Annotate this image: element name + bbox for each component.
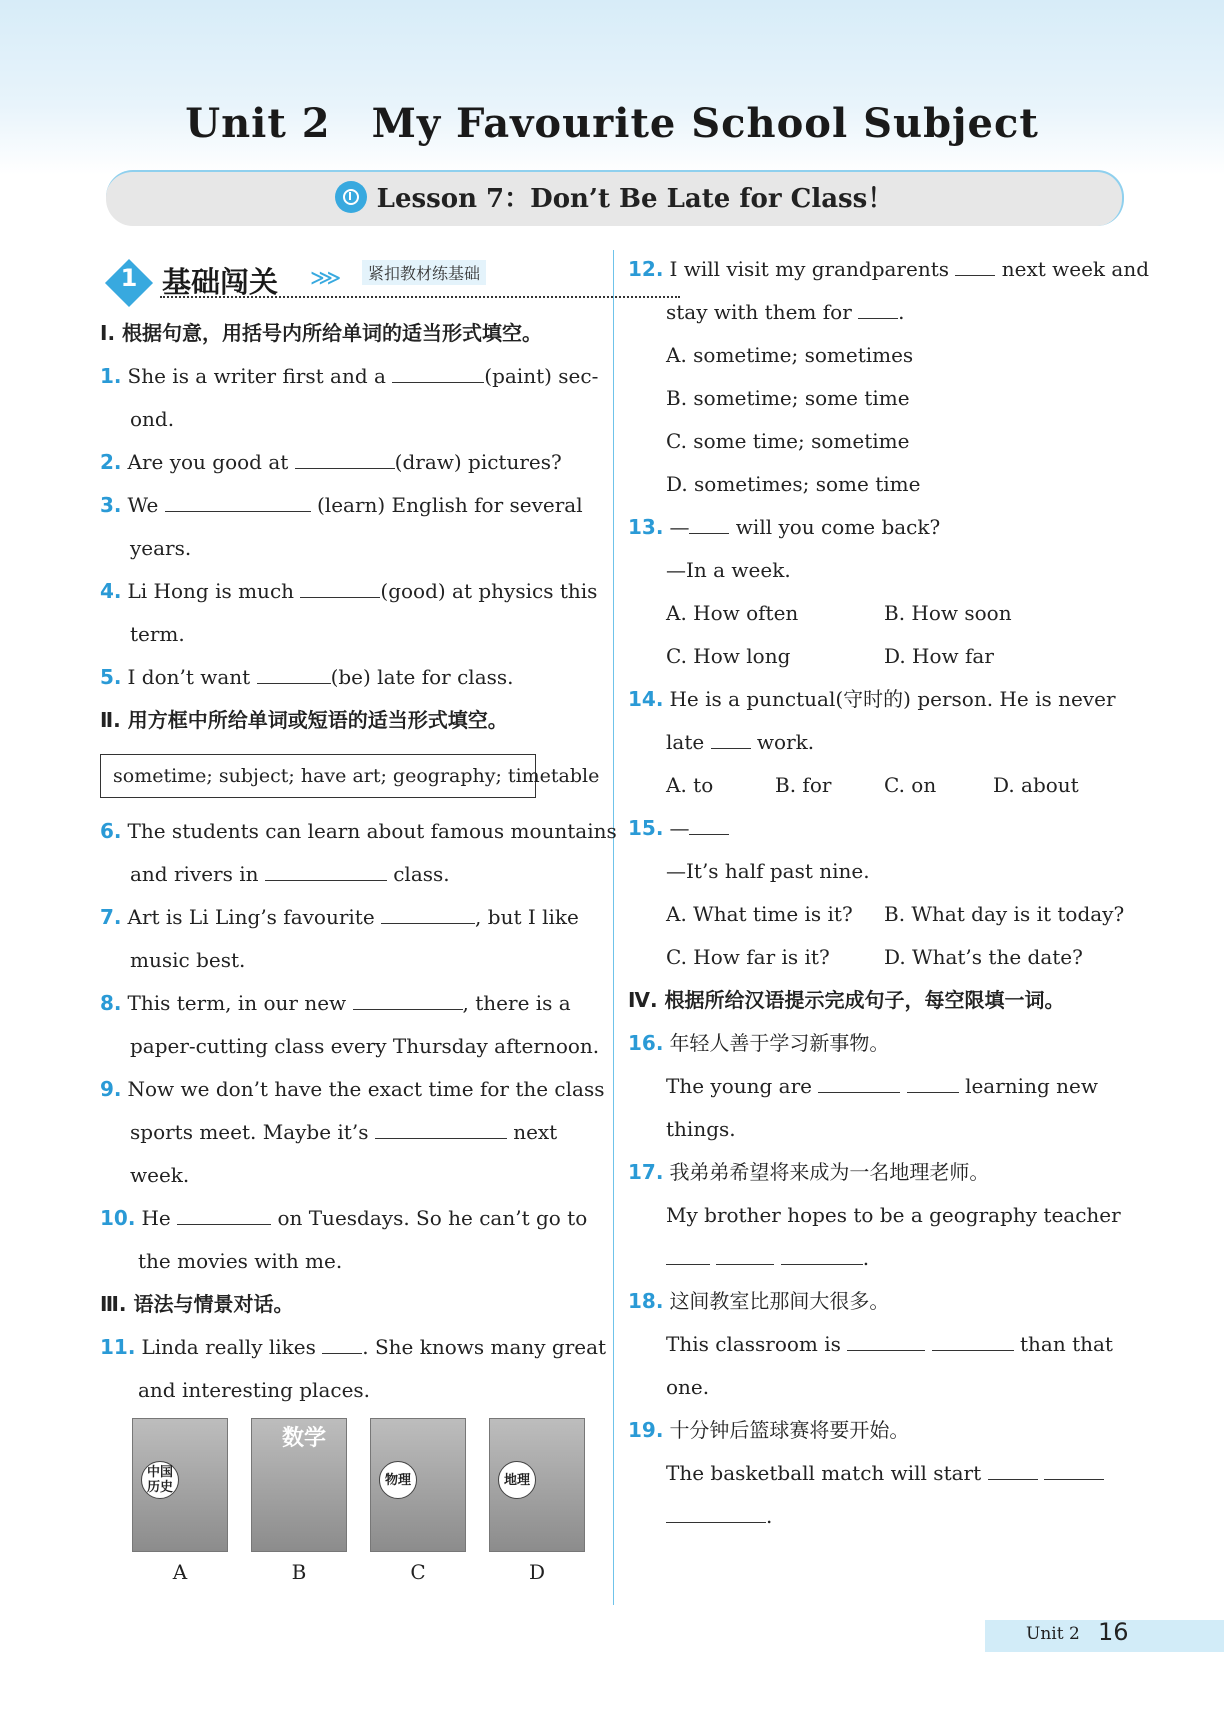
book-cover: 中国历史 <box>132 1418 228 1552</box>
book-option-d[interactable]: 地理 D <box>489 1418 585 1592</box>
option[interactable]: A. to <box>666 773 714 797</box>
section-tag: 紧扣教材练基础 <box>362 260 486 285</box>
column-divider <box>613 250 614 1605</box>
question-7: 7. Art is Li Ling’s favourite , but I like <box>100 896 600 939</box>
option[interactable]: A. What time is it? <box>666 902 853 926</box>
question-10: 10. He on Tuesdays. So he can’t go to <box>100 1197 600 1240</box>
book-cover: 物理 <box>370 1418 466 1552</box>
option[interactable]: A. How often <box>666 601 799 625</box>
option[interactable]: D. What’s the date? <box>884 945 1083 969</box>
option[interactable]: B. What day is it today? <box>884 902 1125 926</box>
option[interactable]: B. sometime; some time <box>666 386 910 410</box>
answer-blank[interactable] <box>381 901 475 924</box>
option[interactable]: C. How long <box>666 644 791 668</box>
answer-blank[interactable] <box>858 296 898 319</box>
question-12: 12. I will visit my grandparents next week and <box>628 248 1130 291</box>
question-16: 16. 年轻人善于学习新事物。 <box>628 1031 890 1055</box>
answer-blank[interactable] <box>666 1500 766 1523</box>
lesson-title: Lesson 7：Don’t Be Late for Class！ <box>376 184 894 214</box>
book-cover: 数学 <box>251 1418 347 1552</box>
answer-blank[interactable] <box>932 1328 1014 1351</box>
lesson-banner <box>106 170 1124 226</box>
option[interactable]: D. about <box>993 773 1079 797</box>
answer-blank[interactable] <box>666 1242 710 1265</box>
answer-blank[interactable] <box>711 726 751 749</box>
book-cover: 地理 <box>489 1418 585 1552</box>
page-title: Unit 2 My Favourite School Subject <box>185 100 1039 147</box>
question-19: 19. 十分钟后篮球赛将要开始。 <box>628 1418 910 1442</box>
question-13: 13. — will you come back? <box>628 506 1130 549</box>
page-number: 16 <box>1098 1618 1129 1646</box>
answer-blank[interactable] <box>165 489 311 512</box>
answer-blank[interactable] <box>300 575 380 598</box>
question-9: 9. Now we don’t have the exact time for the class <box>100 1077 605 1101</box>
option[interactable]: C. on <box>884 773 937 797</box>
answer-blank[interactable] <box>988 1457 1038 1480</box>
arrows-icon: ⋙ <box>310 266 340 291</box>
answer-blank[interactable] <box>689 812 729 835</box>
answer-blank[interactable] <box>353 987 463 1010</box>
option[interactable]: C. How far is it? <box>666 945 830 969</box>
part2-heading: Ⅱ. 用方框中所给单词或短语的适当形式填空。 <box>100 708 508 732</box>
dotted-rule <box>160 296 680 298</box>
left-column: 1 基础闯关 ⋙ 紧扣教材练基础 Ⅰ. 根据句意，用括号内所给单词的适当形式填空。 1. She is a writer first and a (paint) sec- ond. 2. Are you good at (draw) pictures? 3. We (learn) English for several years. 4. Li Hong is much (good) at physics this term. 5. I don’t want (be) late for class. Ⅱ. 用方框中所给单词或短语的适当形式填空。 sometime; subject; have art; geography; timetable 6. The students can learn about famous mountains and rivers in class. 7. Art is Li Ling’s favourite , but I like music best. 8. This term, in our new , there is a paper-cutting class every Thursday afternoon. 9. Now we don’t have the exact time for the class sports meet. Maybe it’s next week. 10. He on Tuesdays. So he can’t go to the movies with me. Ⅲ. 语法与情景对话。 11. Linda really likes . She knows many great and interesting places. 中国历史 A 数学 B 物理 C 地理 D <box>100 250 600 1592</box>
option[interactable]: C. some time; sometime <box>666 429 910 453</box>
question-5: 5. I don’t want (be) late for class. <box>100 656 600 699</box>
section-title: 基础闯关 <box>162 265 279 299</box>
question-11: 11. Linda really likes . She knows many great <box>100 1326 600 1369</box>
question-2: 2. Are you good at (draw) pictures? <box>100 441 600 484</box>
answer-blank[interactable] <box>375 1116 507 1139</box>
answer-blank[interactable] <box>257 661 331 684</box>
answer-blank[interactable] <box>716 1242 774 1265</box>
question-4: 4. Li Hong is much (good) at physics this <box>100 570 600 613</box>
answer-blank[interactable] <box>1044 1457 1104 1480</box>
part1-heading: Ⅰ. 根据句意，用括号内所给单词的适当形式填空。 <box>100 321 543 345</box>
option[interactable]: D. How far <box>884 644 994 668</box>
option[interactable]: A. sometime; sometimes <box>666 343 914 367</box>
question-1: 1. She is a writer first and a (paint) sec- <box>100 355 600 398</box>
question-8: 8. This term, in our new , there is a <box>100 982 600 1025</box>
answer-blank[interactable] <box>295 446 395 469</box>
answer-blank[interactable] <box>955 253 995 276</box>
answer-blank[interactable] <box>907 1070 959 1093</box>
answer-blank[interactable] <box>818 1070 900 1093</box>
answer-blank[interactable] <box>177 1202 271 1225</box>
answer-blank[interactable] <box>781 1242 863 1265</box>
answer-blank[interactable] <box>847 1328 925 1351</box>
answer-blank[interactable] <box>689 511 729 534</box>
clock-icon <box>335 181 367 213</box>
section-header <box>100 250 600 308</box>
question-15: 15. — <box>628 807 1130 850</box>
book-options <box>100 1418 600 1592</box>
footer-unit: Unit 2 <box>1026 1624 1080 1644</box>
question-3: 3. We (learn) English for several <box>100 484 600 527</box>
option[interactable]: D. sometimes; some time <box>666 472 921 496</box>
question-14: 14. He is a punctual(守时的) person. He is never <box>628 687 1116 711</box>
question-17: 17. 我弟弟希望将来成为一名地理老师。 <box>628 1160 990 1184</box>
option[interactable]: B. for <box>775 773 832 797</box>
badge-number: 1 <box>120 264 138 292</box>
book-option-c[interactable]: 物理 C <box>370 1418 466 1592</box>
book-option-b[interactable]: 数学 B <box>251 1418 347 1592</box>
option[interactable]: B. How soon <box>884 601 1012 625</box>
part4-heading: Ⅳ. 根据所给汉语提示完成句子，每空限填一词。 <box>628 988 1065 1012</box>
part3-heading: Ⅲ. 语法与情景对话。 <box>100 1292 294 1316</box>
question-18: 18. 这间教室比那间大很多。 <box>628 1289 890 1313</box>
answer-blank[interactable] <box>322 1331 362 1354</box>
answer-blank[interactable] <box>392 360 484 383</box>
book-option-a[interactable]: 中国历史 A <box>132 1418 228 1592</box>
right-column: 12. I will visit my grandparents next week and stay with them for . A. sometime; sometimes B. sometime; some time C. some time; sometime D. sometimes; some time 13. — will you come back? —In a week. A. How often B. How soon C. How long D. How far 14. He is a punctual(守时的) person. He is never late work. A. to B. for C. on D. about 15. — —It’s half past nine. A. What time is it? B. What day is it today? C. How far is it? D. What’s the date? Ⅳ. 根据所给汉语提示完成句子，每空限填一词。 16. 年轻人善于学习新事物。 The young are learning new things. 17. 我弟弟希望将来成为一名地理老师。 My brother hopes to be a geography teacher . 18. 这间教室比那间大很多。 This classroom is than that one. 19. 十分钟后篮球赛将要开始。 The basketball match will start . <box>628 248 1130 1538</box>
answer-blank[interactable] <box>265 858 387 881</box>
word-box: sometime; subject; have art; geography; timetable <box>100 754 536 798</box>
question-6: 6. The students can learn about famous mountains <box>100 819 617 843</box>
